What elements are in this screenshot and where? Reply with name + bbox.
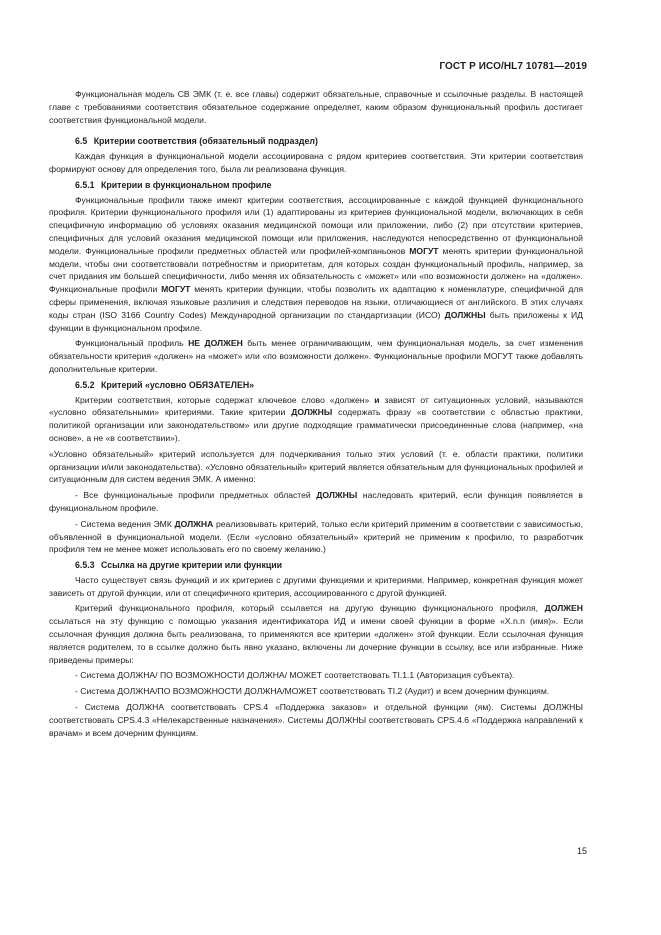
example-2: - Система ДОЛЖНА/ПО ВОЗМОЖНОСТИ ДОЛЖНА/МОЖЕТ соответствовать TI.2 (Аудит) и всем дочерним функциям. bbox=[75, 686, 550, 697]
section-title: Ссылка на другие критерии или функции bbox=[101, 560, 283, 571]
example-1: - Система ДОЛЖНА/ ПО ВОЗМОЖНОСТИ ДОЛЖНА/ МОЖЕТ соответствовать TI.1.1 (Авторизация субъекта). bbox=[75, 670, 515, 681]
text: ссылаться на эту функцию с помощью указания идентификатора ИД и имени своей функции в форме «X.n.n (имя)». Если ссылочная функция должна быть реализована, то применяются все критерии «должен» этой функции. Если ссылочная функция является родителем, то в ссылке должно быть явно указано, включены ли дочерние функции в ссылку, все или избранные. Ниже приведены примеры: bbox=[49, 616, 583, 665]
standard-header: ГОСТ Р ИСО/HL7 10781—2019 bbox=[439, 61, 587, 72]
section-6-5-3-paragraph-1: Часто существует связь функций и их критериев с другими функциями и критериями. Например, конкретная функция может зависеть от другой функции, или от специфичного критерия, ассоциированного с другой функцией. bbox=[49, 574, 583, 598]
keyword: ДОЛЖНЫ bbox=[291, 407, 333, 418]
keyword: МОГУТ bbox=[161, 284, 191, 295]
example-3: - Система ДОЛЖНА соответствовать CPS.4 «Поддержка заказов» и отдельной функции (ям). Системы ДОЛЖНЫ соответствовать CPS.4.3 «Нелекарственные назначения». Системы ДОЛЖНЫ соответствовать CPS.4.6 «Поддержка направлений к врачам» и всем дочерним функциям. bbox=[49, 702, 583, 738]
keyword: и bbox=[374, 394, 380, 405]
text: Критерий функционального профиля, который ссылается на другую функцию функционального профиля, bbox=[75, 603, 545, 614]
page-number: 15 bbox=[576, 846, 587, 856]
section-number: 6.5.2 bbox=[75, 379, 95, 390]
section-6-5-2-paragraph-2: «Условно обязательный» критерий используется для подчеркивания только этих условий (т. е. области практики, политики организации и/или законодательства). «Условно обязательный» критерий является обязательным для функциональных профилей и ситуационным для систем ведения ЭМК. А именно: bbox=[49, 448, 583, 485]
text: - Система ведения ЭМК bbox=[75, 518, 175, 529]
text: зависят от ситуационных условий, называются «условно обязательными» критериями. Такие критерии bbox=[49, 394, 584, 418]
keyword: ДОЛЖНЫ bbox=[444, 309, 486, 320]
text: Функциональные профили также имеют критерии соответствия, ассоциированные с каждой функцией функционального профиля. Критерии функционального профиля или (1) адаптированы из критериев функциональной модели, включающих в себя специфичную информацию об условиях оказания медицинской помощи или приложении, либо (2) при отсутствии критериев, специфичных для условий оказания медицинской помощи или приложения, наследуются непосредственно от функциональной модели. Функциональные профили предметных областей или профилей-компаньонов bbox=[49, 194, 583, 256]
keyword: ДОЛЖНЫ bbox=[316, 490, 358, 501]
keyword: ДОЛЖНА bbox=[174, 518, 214, 529]
section-number: 6.5.3 bbox=[75, 560, 95, 571]
text: Критерии соответствия, которые содержат ключевое слово «должен» bbox=[75, 394, 375, 405]
section-6-5-1-paragraph-2 bbox=[49, 337, 583, 375]
section-6-5-heading bbox=[75, 135, 583, 148]
page-content bbox=[49, 88, 583, 742]
section-title: Критерии в функциональном профиле bbox=[101, 179, 272, 190]
section-6-5-2-heading bbox=[75, 379, 583, 392]
section-title: Критерии соответствия (обязательный подраздел) bbox=[93, 136, 318, 147]
intro-paragraph: Функциональная модель СВ ЭМК (т. е. все главы) содержит обязательные, справочные и ссылочные разделы. В настоящей главе с требованиями соответствия обязательное содержание определяет, каким образом функциональный профиль достигает соответствия функциональной модели. bbox=[49, 89, 583, 125]
section-number: 6.5.1 bbox=[75, 179, 95, 190]
section-6-5-1-paragraph-1 bbox=[49, 194, 583, 335]
section-6-5-1-heading bbox=[75, 179, 583, 192]
section-6-5-3-paragraph-2 bbox=[49, 602, 583, 666]
text: менять критерии функции, чтобы позволить их адаптацию к номенклатуре, специфичной для сферы применения, включая языковые различия и следствия переводов на языки, отличающиеся от английского. В этих случаях коды стран (ISO 3166 Country Codes) Международной организации по стандартизации (ИСО) bbox=[49, 284, 584, 320]
text: менять критерии функциональной модели, чтобы они соответствовали потребностям и приоритетам, для которых создан функциональный профиль, например, за счет придания им большей специфичности, либо меняя их обязательность с «может» или «по возможности должен» на «должен». Функциональные профили bbox=[49, 245, 583, 295]
keyword: НЕ ДОЛЖЕН bbox=[188, 338, 243, 349]
section-6-5-2-bullet-1 bbox=[49, 489, 583, 515]
section-6-5-paragraph: Каждая функция в функциональной модели ассоциирована с рядом критериев соответствия. Эти критерии соответствия формируют основу для определения того, была ли реализована функция. bbox=[49, 151, 583, 174]
text: быть приложены к ИД функции в функциональном профиле. bbox=[49, 309, 583, 333]
text: - Все функциональные профили предметных областей bbox=[75, 490, 317, 501]
section-6-5-2-paragraph-1 bbox=[49, 394, 583, 445]
text: наследовать критерий, если функция появляется в функциональном профиле. bbox=[49, 490, 583, 513]
keyword: ДОЛЖЕН bbox=[544, 603, 583, 614]
text: Функциональный профиль bbox=[75, 338, 189, 349]
text: быть менее ограничивающим, чем функциональная модель, за счет изменения обязательности критерия «должен» на «может» или «по возможности должен». Функциональные профили МОГУТ также добавлять дополнительные критерии. bbox=[49, 338, 583, 374]
section-6-5-2-bullet-2 bbox=[49, 518, 583, 556]
text: содержать фразу «в соответствии с областью практики, политикой организации или законодательством» или другие подходящие грамматически присоединенные слова (например, «на основе», а не «в соответствии»). bbox=[49, 407, 583, 443]
section-number: 6.5 bbox=[75, 136, 88, 147]
section-6-5-3-heading bbox=[75, 559, 583, 572]
section-title: Критерий «условно ОБЯЗАТЕЛЕН» bbox=[101, 379, 255, 390]
text: реализовывать критерий, только если критерий применим в соответствии с зависимостью, объявленной в функциональной модели. (Если «условно обязательный» критерий не применим к профилю, то разработчик профиля тем не менее может использовать его по своему желанию.) bbox=[49, 518, 583, 555]
keyword: МОГУТ bbox=[409, 245, 439, 256]
